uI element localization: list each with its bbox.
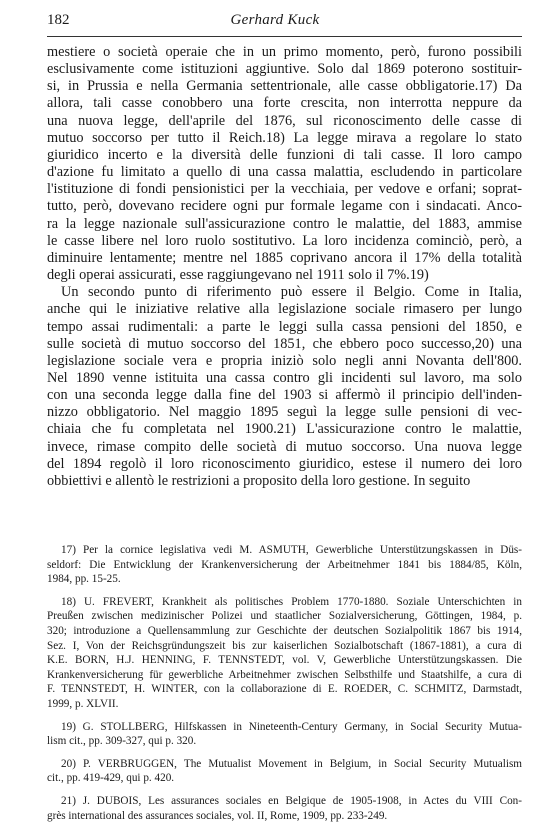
body-line: l'istituzione di fondi pensionistici per la vecchiaia, per vedove e orfani; soprat-: [47, 181, 522, 198]
body-line: Nel 1890 venne istituita una cassa contro gli incidenti sul lavoro, ma solo: [47, 369, 522, 386]
body-line: allora, tali casse conobbero una forte crescita, non interrotta neppure da: [47, 95, 522, 112]
page-number: 182: [47, 12, 70, 28]
body-line: sulle società di mutuo soccorso del 1851, che ebbero poco successo,20) una: [47, 335, 522, 352]
footnote-19: [47, 720, 522, 749]
footnote-gap: [47, 712, 522, 720]
footnote-line: 19) G. STOLLBERG, Hilfskassen in Nineteenth-Century Germany, in Social Security Mutua-: [61, 720, 522, 733]
body-text: [47, 44, 522, 490]
footnote-line: F. TENNSTEDT, H. WINTER, con la collaborazione di E. ROEDER, C. SCHMITZ, Darmstadt,: [47, 683, 522, 696]
body-line: una nuova legge, dell'aprile del 1876, sul riconoscimento delle casse di: [47, 112, 522, 129]
footnote-line: cit., pp. 419-429, qui p. 420.: [47, 772, 175, 785]
body-line: degli operai assicurati, esse raggiungevano nel 1911 solo il 7%.19): [47, 267, 429, 284]
footnote-17: [47, 543, 522, 587]
footnote-line: Sez. I, Von der Reichsgründungszeit bis zur kaiserlichen Sozialbotschaft (1867-1881), a cura di: [47, 639, 522, 652]
body-line: legislazione sociale vera e propria iniziò solo negli anni Novanta dell'800.: [47, 352, 522, 369]
body-line: tempo assai rudimentali: a parte le leggi sulla cassa pensioni del 1850, e: [47, 318, 522, 335]
body-line: anche qui le iniziative relative alla legislazione sociale rimasero per lungo: [47, 301, 522, 318]
footnote-line: 17) Per la cornice legislativa vedi M. ASMUTH, Gewerbliche Unterstützungskassen in Düs-: [61, 544, 522, 556]
body-line: obbiettivi e allentò le restrizioni a proposito della loro gestione. In seguito: [47, 472, 471, 489]
body-line: tutto, però, dovevano recidere ogni pur formale legame con i sindacati. Anco-: [47, 198, 522, 215]
body-line: giuridico incerto e la diversità delle funzioni di tali casse. Il loro campo: [47, 146, 522, 163]
footnote-line: 21) J. DUBOIS, Les assurances sociales en Belgique de 1905-1908, in Actes du VIII Con-: [61, 794, 522, 807]
footnote-line: K.E. BORN, H.J. HENNING, F. TENNSTEDT, vol. V, Gewerbliche Unterstützungskassen. Die: [47, 654, 522, 667]
footnote-line: lism cit., pp. 309-327, qui p. 320.: [47, 735, 197, 748]
footnote-20: [47, 757, 522, 786]
footnote-line: seldorf: Die Entwicklung der Krankenversicherung der Arbeitnehmer 1841 bis 1884/85, Köln,: [47, 558, 522, 571]
footnote-line: 18) U. FREVERT, Krankheit als politisches Problem 1770-1880. Soziale Unterschichten in: [61, 595, 522, 608]
footnote-line: 1984, pp. 15-25.: [47, 573, 121, 586]
footnote-gap: [47, 749, 522, 757]
running-head: Gerhard Kuck: [230, 12, 320, 28]
footnote-21: [47, 794, 522, 823]
body-line: esclusivamente come istituzioni aggiuntive. Solo dal 1869 poterono sostituir-: [47, 61, 522, 78]
body-line: con una seconda legge dalla fine del 1903 si affermò il principio dell'inden-: [47, 387, 522, 404]
body-line: mutuo soccorso per tutto il Reich.18) La legge mirava a regolare lo stato: [47, 129, 522, 146]
footnote-gap: [47, 786, 522, 794]
body-line: nizzo obbligatorio. Nel maggio 1895 seguì la legge sulle pensioni di vec-: [47, 404, 522, 421]
body-line: invece, rimase compito delle società di mutuo soccorso. Una nuova legge: [47, 438, 522, 455]
footnote-gap: [47, 587, 522, 595]
header-rule: [47, 36, 522, 37]
body-line: mestiere o società operaie che in un primo momento, però, furono possibili: [47, 44, 522, 60]
body-line: chiaia che fu completata nel 1900.21) L'assicurazione contro le malattie,: [47, 421, 522, 438]
footnotes: [47, 543, 522, 823]
body-line: si, in Prussia e nella Germania settentrionale, alle casse obbligatorie.17) Da: [47, 78, 522, 95]
footnote-line: grès international des assurances sociales, vol. II, Rome, 1909, pp. 233-249.: [47, 809, 388, 822]
footnote-line: 1999, p. XLVII.: [47, 697, 119, 710]
footnote-line: 20) P. VERBRUGGEN, The Mutualist Movement in Belgium, in Social Security Mutualism: [61, 757, 522, 770]
footnote-line: 320; introduzione a Quellensammlung zur Geschichte der deutschen Sozialpolitik 1867 bis 1914,: [47, 624, 522, 637]
body-line: diminuire lentamente; mentre nel 1885 coprivano ancora il 17% della totalità: [47, 249, 522, 266]
body-line: del 1894 regolò il loro riconoscimento giuridico, estese il numero dei loro: [47, 455, 522, 472]
footnote-line: Krankenversicherung für gewerbliche Arbeitnehmer zwischen Selbsthilfe und Staatshilfe, a cura di: [47, 668, 522, 681]
body-line: d'azione fu limitato a quello di una cassa malattia, escludendo in particolare: [47, 164, 522, 181]
footnote-line: Preußen zwischen medizinischer Polizei und staatlicher Sozialversicherung, Göttingen, 1984, p.: [47, 610, 522, 623]
body-line: le casse libere nel loro ruolo sostitutivo. La loro incidenza cominciò, però, a: [47, 232, 522, 249]
body-line: ra la legge nazionale sull'assicurazione contro le malattie, del 1883, ammise: [47, 215, 522, 232]
body-line: Un secondo punto di riferimento può essere il Belgio. Come in Italia,: [61, 284, 522, 301]
footnote-18: [47, 595, 522, 712]
